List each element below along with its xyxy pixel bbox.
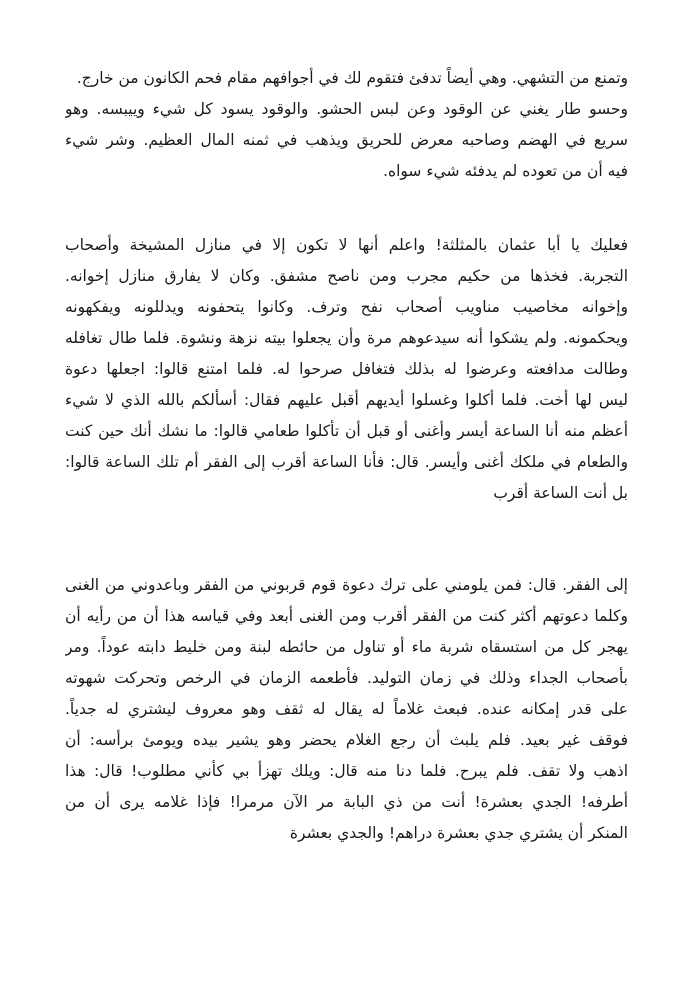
paragraph-3-line-5: على قدر إمكانه عنده. فبعث غلاماً له يقال له ثقف وهو معروف ليشتري له جدياً. — [65, 700, 628, 718]
paragraph-1-line-1: وتمنع من التشهي. وهي أيضاً تدفئ فتقوم لك في أجوافهم مقام فحم الكانون من خارج. — [76, 69, 628, 87]
paragraph-2-line-2: التجربة. فخذها من حكيم مجرب ومن ناصح مشفق. وكان لا يفارق منازل إخوانه. — [65, 267, 628, 285]
paragraph-2-line-4: ويحكمونه. ولم يشكوا أنه سيدعوهم مرة وأن يجعلوا بيته نزهة ونشوة. فلما طال تغافله — [65, 329, 628, 347]
paragraph-1 — [65, 63, 628, 187]
paragraph-1-line-4: فيه أن من تعوده لم يدفئه شيء سواه. — [383, 162, 628, 180]
paragraph-1-line-2: وحسو طار يغني عن الوقود وعن لبس الحشو. والوقود يسود كل شيء وييبسه. وهو — [65, 100, 628, 118]
paragraph-2-line-5: وطالت مدافعته وعرضوا له بذلك فتغافل صرحوا له. فلما امتنع قالوا: اجعلها دعوة — [65, 360, 628, 378]
paragraph-3-line-4: بأصحاب الجداء وذلك في زمان التوليد. فأطعمه الزمان في الرخص وتحركت شهوته — [65, 669, 628, 687]
paragraph-2 — [65, 230, 628, 509]
paragraph-3-line-2: وكلما دعوتهم أكثر كنت من الفقر أقرب ومن الغنى أبعد وفي قياسه هذا أن من رأيه أن — [65, 607, 628, 625]
paragraph-3-line-9: المنكر أن يشتري جدي بعشرة دراهم! والجدي بعشرة — [289, 824, 628, 842]
paragraph-2-line-3: وإخوانه مخاصيب مناويب أصحاب نفح وترف. وكانوا يتحفونه ويدللونه ويفكهونه — [65, 298, 628, 316]
paragraph-2-line-7: أعظم منه أنا الساعة أيسر وأغنى أو قبل أن تأكلوا طعامي قالوا: ما نشك أنك حين كنت — [65, 422, 628, 440]
paragraph-2-line-6: ليس لها أخت. فلما أكلوا وغسلوا أيديهم أقبل عليهم فقال: أسألكم بالله الذي لا شيء — [65, 391, 628, 409]
paragraph-3 — [65, 570, 628, 849]
paragraph-3-line-7: اذهب ولا تقف. فلم يبرح. فلما دنا منه قال: ويلك تهزأ بي كأني مطلوب! قال: هذا — [65, 762, 628, 780]
paragraph-3-line-8: أطرفه! الجدي بعشرة! أنت من ذي البابة مر الآن مرمرا! فإذا غلامه يرى أن من — [65, 793, 628, 811]
paragraph-2-line-8: والطعام في ملكك أغنى وأيسر. قال: فأنا الساعة أقرب إلى الفقر أم تلك الساعة قالوا: — [65, 453, 628, 471]
paragraph-3-line-1: إلى الفقر. قال: فمن يلومني على ترك دعوة قوم قربوني من الفقر وباعدوني من الغنى — [65, 576, 628, 594]
paragraph-1-line-3: سريع في الهضم وصاحبه معرض للحريق ويذهب في ثمنه المال العظيم. وشر شيء — [65, 131, 628, 149]
paragraph-3-line-6: فوقف غير بعيد. فلم يلبث أن رجع الغلام يحضر وهو يشير بيده ويومئ برأسه: أن — [65, 731, 628, 749]
paragraph-2-line-1: فعليك يا أبا عثمان بالمثلثة! واعلم أنها لا تكون إلا في منازل المشيخة وأصحاب — [65, 236, 628, 254]
paragraph-2-line-9: بل أنت الساعة أقرب — [493, 484, 628, 502]
paragraph-3-line-3: يهجر كل من استسقاه شربة ماء أو تناول من حائطه لبنة ومن خليط دابته عوداً. ومر — [65, 638, 628, 656]
